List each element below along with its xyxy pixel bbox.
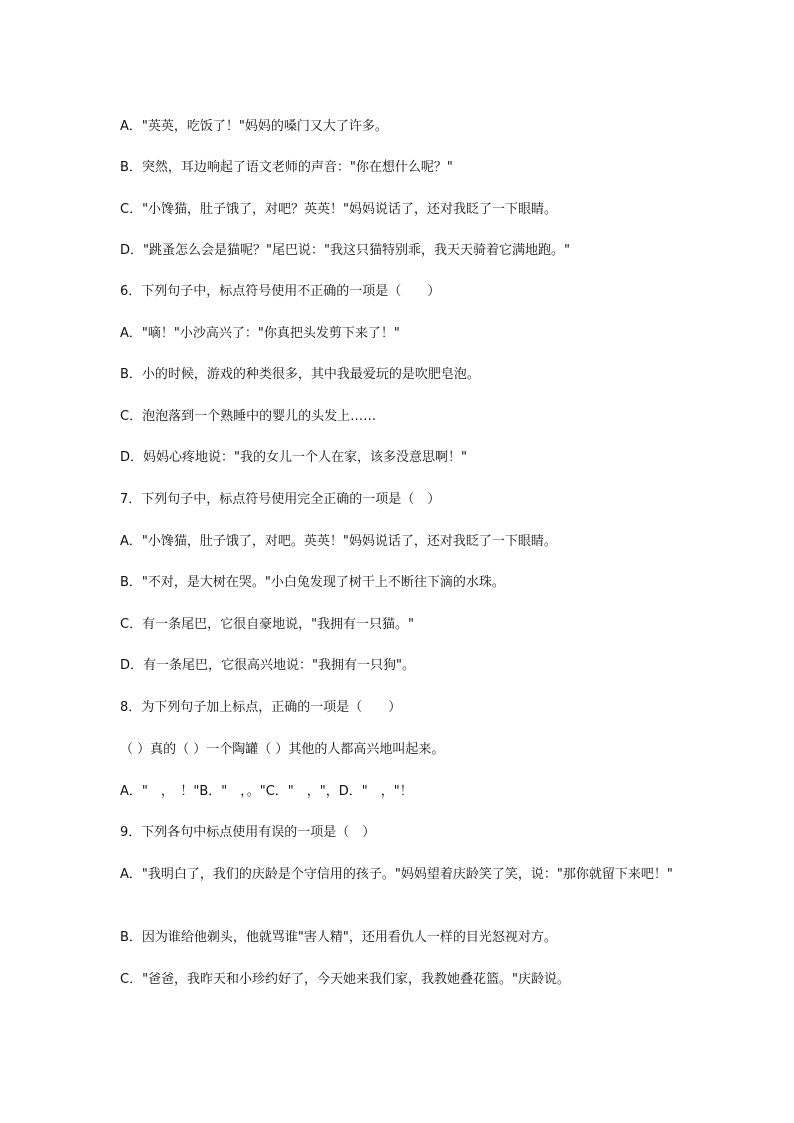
option-line: B．突然，耳边响起了语文老师的声音："你在想什么呢？" <box>120 160 453 175</box>
question-line: 8．为下列句子加上标点，正确的一项是（ ） <box>120 700 402 715</box>
option-line: C．"小馋猫，肚子饿了，对吧？英英！"妈妈说话了，还对我眨了一下眼睛。 <box>120 202 558 217</box>
option-line: B．"不对，是大树在哭。"小白兔发现了树干上不断往下滴的水珠。 <box>120 575 505 590</box>
option-line: C．泡泡落到一个熟睡中的婴儿的头发上…… <box>120 409 377 424</box>
question-line: 7．下列句子中，标点符号使用完全正确的一项是（ ） <box>120 492 441 507</box>
option-line: B．小的时候，游戏的种类很多，其中我最爱玩的是吹肥皂泡。 <box>120 367 480 382</box>
option-line: A．"英英，吃饭了！"妈妈的嗓门又大了许多。 <box>120 119 388 134</box>
option-line: D．妈妈心疼地说："我的女儿一个人在家，该多没意思啊！" <box>120 450 467 465</box>
option-line: D．"跳蚤怎么会是猫呢？"尾巴说："我这只猫特别乖，我天天骑着它满地跑。" <box>120 243 570 258</box>
option-line: A．" ， ！"B．" ，。"C．" ，"，D．" ，"！ <box>120 784 413 799</box>
option-line: C．"爸爸，我昨天和小珍约好了，今天她来我们家，我教她叠花篮。"庆龄说。 <box>120 972 571 987</box>
option-line: D．有一条尾巴，它很高兴地说："我拥有一只狗"。 <box>120 658 415 673</box>
question-line: 9．下列各句中标点使用有误的一项是（ ） <box>120 825 376 840</box>
option-line: C．有一条尾巴，它很自豪地说，"我拥有一只猫。" <box>120 617 415 632</box>
option-line: A．"我明白了，我们的庆龄是个守信用的孩子。"妈妈望着庆龄笑了笑，说："那你就留下来吧！" <box>120 867 673 882</box>
option-line: A．"嘀！"小沙高兴了："你真把头发剪下来了！" <box>120 326 400 341</box>
sentence-line: （ ）真的（ ）一个陶罐（ ）其他的人都高兴地叫起来。 <box>120 742 445 757</box>
question-line: 6．下列句子中，标点符号使用不正确的一项是（ ） <box>120 284 441 299</box>
option-line: B．因为谁给他剃头，他就骂谁"害人精"，还用看仇人一样的目光怒视对方。 <box>120 930 557 945</box>
option-line: A．"小馋猫，肚子饿了，对吧。英英！"妈妈说话了，还对我眨了一下眼睛。 <box>120 534 557 549</box>
